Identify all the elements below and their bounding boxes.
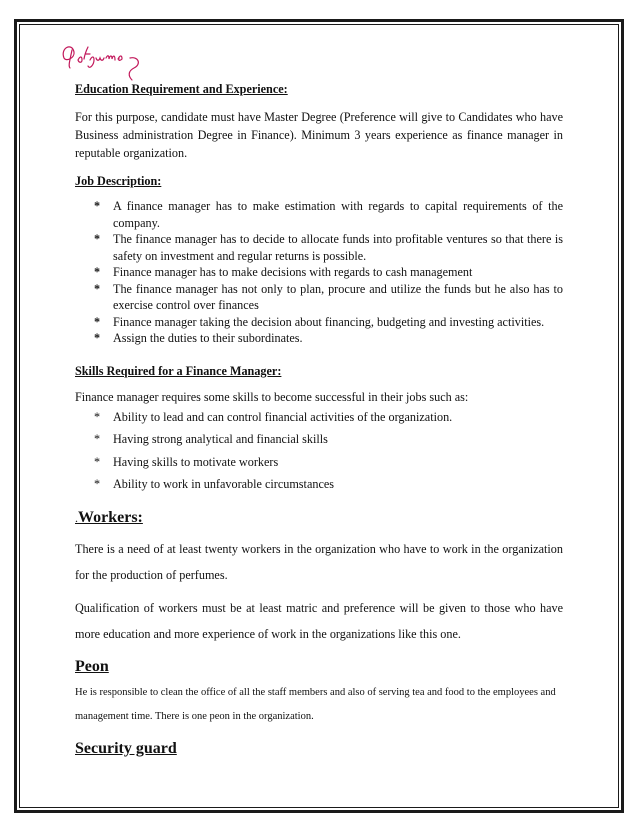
list-item [75, 451, 563, 474]
bullet-icon: * [94, 314, 101, 329]
list-item [75, 231, 563, 264]
workers-paragraph-2: Qualification of workers must be at least matric and preference will be given to those who have more education and more experience of work in the organizations like this one. [75, 600, 563, 641]
bullet-icon: * [94, 454, 101, 469]
workers-prefix: . [75, 510, 78, 525]
workers-section [75, 508, 563, 647]
education-text: For this purpose, candidate must have Master Degree (Preference will give to Candidates who have Business administration Degree in Finance). Minimum 3 years experience as finance manager in reputable organization. [75, 110, 563, 160]
bullet-icon: * [94, 331, 101, 345]
workers-heading-text: Workers: [78, 508, 143, 526]
list-item [75, 473, 563, 496]
list-item-text: Assign the duties to their subordinates. [113, 331, 303, 345]
peon-heading: Peon [75, 657, 109, 675]
skills-intro: Finance manager requires some skills to become successful in their jobs such as: [75, 389, 469, 404]
security-guard-heading: Security guard [75, 739, 177, 757]
list-item-text: The finance manager has not only to plan, procure and utilize the funds but he also has to exercise control over finances [113, 281, 563, 312]
list-item-text: The finance manager has to decide to allocate funds into profitable ventures so that there is safety on investment and regular returns is possible. [113, 232, 563, 263]
bullet-icon: * [94, 199, 101, 213]
skills-section [75, 362, 563, 496]
list-item-text: Ability to work in unfavorable circumstances [113, 477, 335, 491]
list-item [75, 198, 563, 231]
education-heading: Education Requirement and Experience: [75, 82, 288, 96]
education-section [75, 80, 563, 162]
list-item-text: Having skills to motivate workers [113, 454, 279, 469]
document-body [75, 80, 563, 759]
list-item-text: Having strong analytical and financial skills [113, 432, 328, 446]
list-item-text: Ability to lead and can control financial activities of the organization. [113, 409, 453, 424]
peon-section [75, 657, 563, 729]
job-description-heading: Job Description: [75, 174, 162, 188]
workers-heading [75, 508, 563, 528]
bullet-icon: * [94, 232, 101, 246]
list-item-text: A finance manager has to make estimation with regards to capital requirements of the company. [113, 199, 563, 230]
bullet-icon: * [94, 432, 101, 446]
list-item [75, 406, 563, 429]
bullet-icon: * [94, 265, 101, 279]
list-item [75, 281, 563, 314]
skills-heading: Skills Required for a Finance Manager: [75, 363, 282, 378]
job-description-list [75, 198, 563, 347]
brand-logo [58, 36, 150, 86]
list-item-text: Finance manager taking the decision about financing, budgeting and investing activities. [113, 314, 545, 329]
list-item [75, 428, 563, 451]
bullet-icon: * [94, 409, 101, 424]
peon-text: He is responsible to clean the office of all the staff members and also of serving tea and food to the employees and management time. There is one peon in the organization. [75, 686, 556, 722]
workers-paragraph-1: There is a need of at least twenty workers in the organization who have to work in the organization for the production of perfumes. [75, 541, 563, 582]
list-item [75, 314, 563, 331]
bullet-icon: * [94, 281, 101, 296]
list-item-text: Finance manager has to make decisions with regards to cash management [113, 265, 473, 279]
job-description-section [75, 172, 563, 347]
list-item [75, 264, 563, 281]
bullet-icon: * [94, 477, 101, 491]
list-item [75, 330, 563, 347]
skills-list [75, 406, 563, 496]
